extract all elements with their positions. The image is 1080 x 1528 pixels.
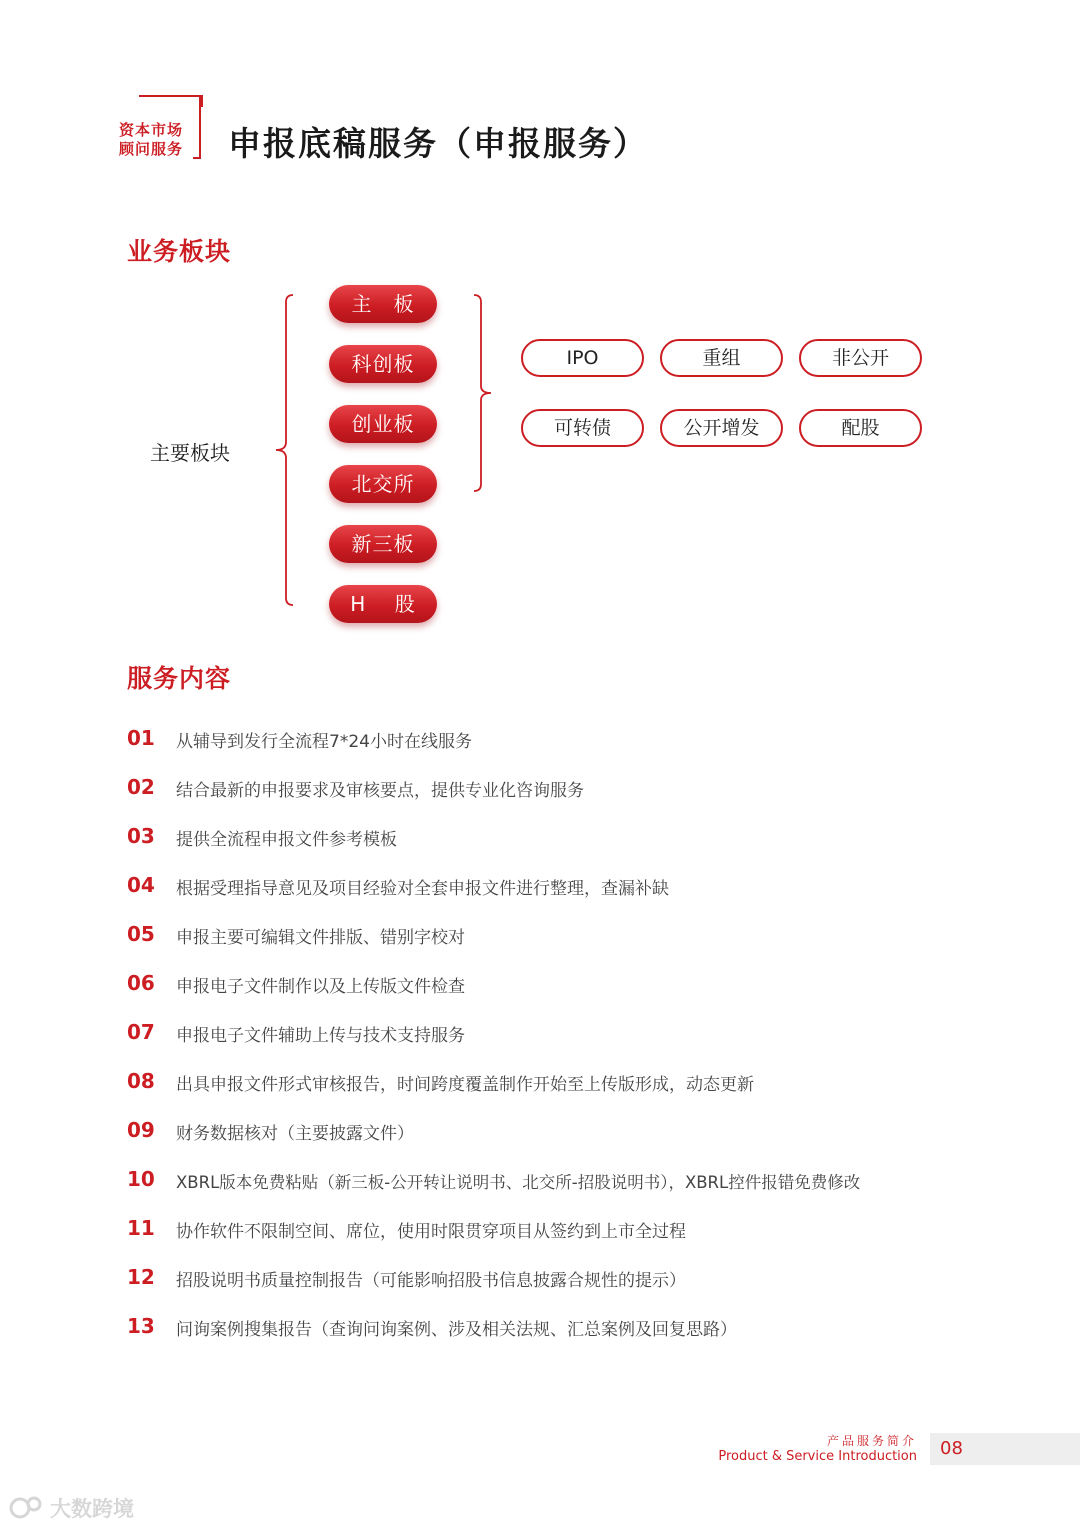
service-item-num: 10: [127, 1167, 155, 1191]
board-bse: 北交所: [329, 465, 437, 503]
page-number: 08: [940, 1438, 963, 1459]
service-item-text: 协作软件不限制空间、席位，使用时限贯穿项目从签约到上市全过程: [176, 1222, 686, 1242]
right-bracket: [474, 295, 491, 491]
service-public-offering: 公开增发: [660, 409, 783, 447]
service-item-text: XBRL版本免费粘贴（新三板-公开转让说明书、北交所-招股说明书），XBRL控件报错免费修改: [176, 1173, 861, 1192]
badge-line2: 顾问服务: [119, 140, 184, 158]
service-item-num: 05: [127, 922, 155, 946]
service-convertible-bond: 可转债: [521, 409, 644, 447]
service-item-text: 申报电子文件制作以及上传版文件检查: [176, 977, 465, 997]
watermark-text: 大数跨境: [50, 1497, 134, 1521]
service-item-num: 11: [127, 1216, 155, 1240]
service-rights-issue: 配股: [799, 409, 922, 447]
board-star: 科创板: [329, 345, 437, 383]
service-item-text: 出具申报文件形式审核报告，时间跨度覆盖制作开始至上传版形成，动态更新: [176, 1075, 754, 1095]
service-item-num: 06: [127, 971, 155, 995]
service-item-text: 根据受理指导意见及项目经验对全套申报文件进行整理，查漏补缺: [176, 879, 669, 899]
board-chinext: 创业板: [329, 405, 437, 443]
service-restructure: 重组: [660, 339, 783, 377]
board-h-share: H 股: [329, 585, 437, 623]
service-item-text: 申报电子文件辅助上传与技术支持服务: [176, 1026, 465, 1046]
service-item-num: 13: [127, 1314, 155, 1338]
service-item-text: 申报主要可编辑文件排版、错别字校对: [176, 928, 465, 948]
service-item-num: 03: [127, 824, 155, 848]
badge-line1: 资本市场: [119, 121, 184, 139]
service-item-num: 04: [127, 873, 155, 897]
service-item-text: 招股说明书质量控制报告（可能影响招股书信息披露合规性的提示）: [176, 1271, 686, 1291]
left-bracket: [276, 295, 293, 605]
service-item-num: 09: [127, 1118, 155, 1142]
service-private-placement: 非公开: [799, 339, 922, 377]
footer-cn: 产品服务简介: [826, 1434, 917, 1448]
service-item-num: 01: [127, 726, 155, 750]
service-item-text: 结合最新的申报要求及审核要点，提供专业化咨询服务: [176, 781, 584, 801]
service-item-num: 02: [127, 775, 155, 799]
service-ipo: IPO: [521, 339, 644, 377]
page-title: 申报底稿服务（申报服务）: [228, 124, 648, 163]
business-section-title: 业务板块: [127, 237, 232, 266]
service-item-num: 12: [127, 1265, 155, 1289]
service-item-text: 问询案例搜集报告（查询问询案例、涉及相关法规、汇总案例及回复思路）: [176, 1320, 737, 1340]
service-item-text: 财务数据核对（主要披露文件）: [176, 1124, 414, 1144]
footer-en: Product & Service Introduction: [718, 1449, 917, 1464]
watermark-logo-icon: [8, 1494, 48, 1522]
service-item-text: 提供全流程申报文件参考模板: [176, 830, 397, 850]
services-section-title: 服务内容: [127, 664, 232, 693]
board-neeq: 新三板: [329, 525, 437, 563]
service-item-num: 08: [127, 1069, 155, 1093]
service-item-text: 从辅导到发行全流程7*24小时在线服务: [176, 732, 472, 752]
service-item-num: 07: [127, 1020, 155, 1044]
main-boards-label: 主要板块: [150, 441, 230, 465]
board-main: 主 板: [329, 285, 437, 323]
